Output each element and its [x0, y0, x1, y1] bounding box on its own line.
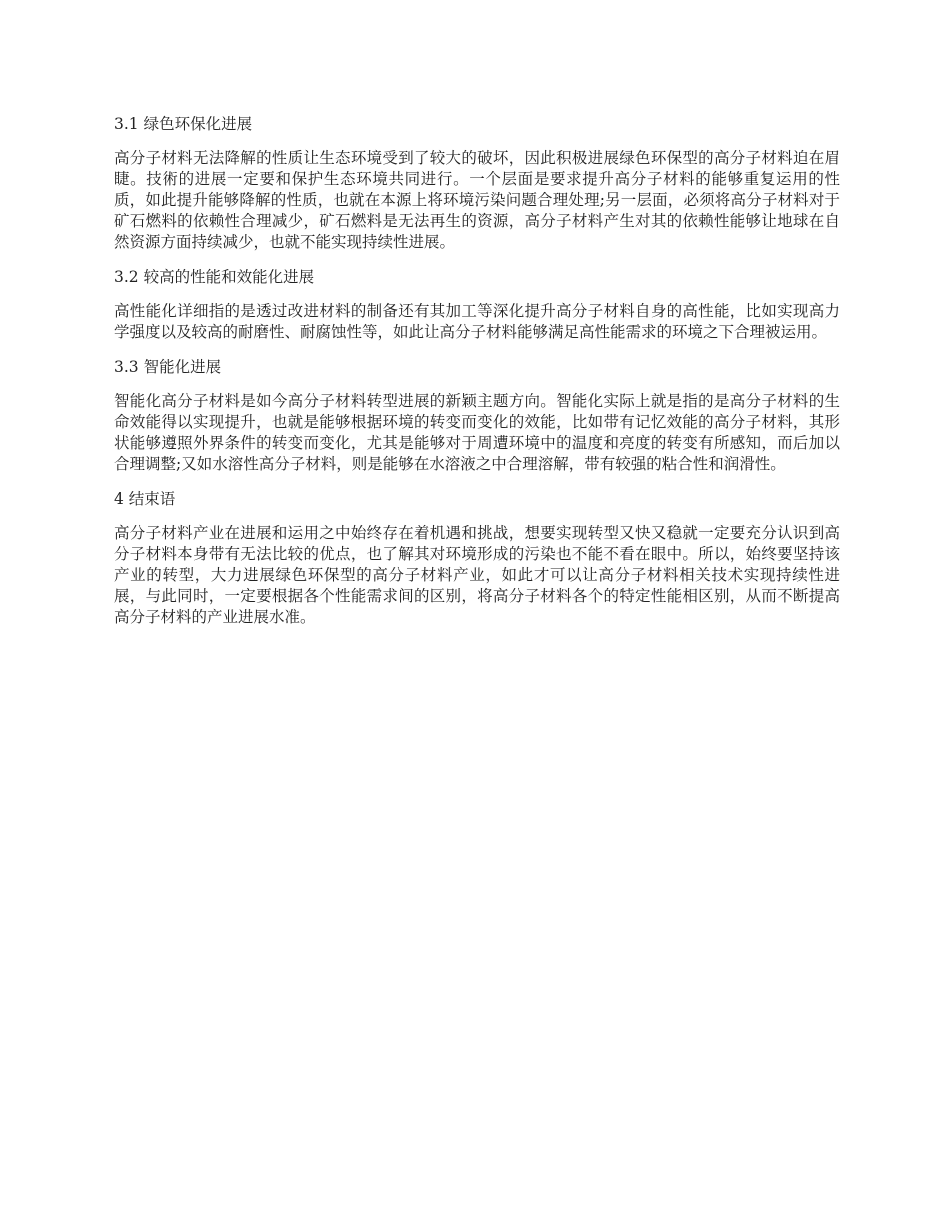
section-heading-3-1: 3.1 绿色环保化进展 [114, 115, 253, 133]
section-heading-4: 4 结束语 [114, 490, 176, 508]
section-paragraph-4: 高分子材料产业在进展和运用之中始终存在着机遇和挑战，想要实现转型又快又稳就一定要充分认识到高分子材料本身带有无法比较的优点，也了解其对环境形成的污染也不能不看在眼中。所以，始终要坚持该产业的转型，大力进展绿色环保型的高分子材料产业，如此才可以让高分子材料相关技术实现持续性进展，与此同时，一定要根据各个性能需求间的区别，将高分子材料各个的特定性能相区别，从而不断提高高分子材料的产业进展水准。 [114, 524, 840, 626]
section-paragraph-3-3: 智能化高分子材料是如今高分子材料转型进展的新颖主题方向。智能化实际上就是指的是高分子材料的生命效能得以实现提升，也就是能够根据环境的转变而变化的效能，比如带有记忆效能的高分子材料，其形状能够遵照外界条件的转变而变化，尤其是能够对于周遭环境中的温度和亮度的转变有所感知，而后加以合理调整;又如水溶性高分子材料，则是能够在水溶液之中合理溶解，带有较强的粘合性和润滑性。 [114, 392, 840, 473]
document-body [114, 112, 840, 640]
section-heading-3-3: 3.3 智能化进展 [114, 358, 222, 376]
section-paragraph-3-2: 高性能化详细指的是透过改进材料的制备还有其加工等深化提升高分子材料自身的高性能，比如实现高力学强度以及较高的耐磨性、耐腐蚀性等，如此让高分子材料能够满足高性能需求的环境之下合理被运用。 [114, 302, 840, 341]
section-paragraph-3-1: 高分子材料无法降解的性质让生态环境受到了较大的破坏，因此积极进展绿色环保型的高分子材料迫在眉睫。技術的进展一定要和保护生态环境共同进行。一个层面是要求提升高分子材料的能够重复运用的性质，如此提升能够降解的性质，也就在本源上将环境污染问题合理处理;另一层面，必须将高分子材料对于矿石燃料的依赖性合理减少，矿石燃料是无法再生的资源，高分子材料产生对其的依赖性能够让地球在自然资源方面持续减少，也就不能实现持续性进展。 [114, 149, 840, 251]
section-heading-3-2: 3.2 较高的性能和效能化进展 [114, 268, 315, 286]
